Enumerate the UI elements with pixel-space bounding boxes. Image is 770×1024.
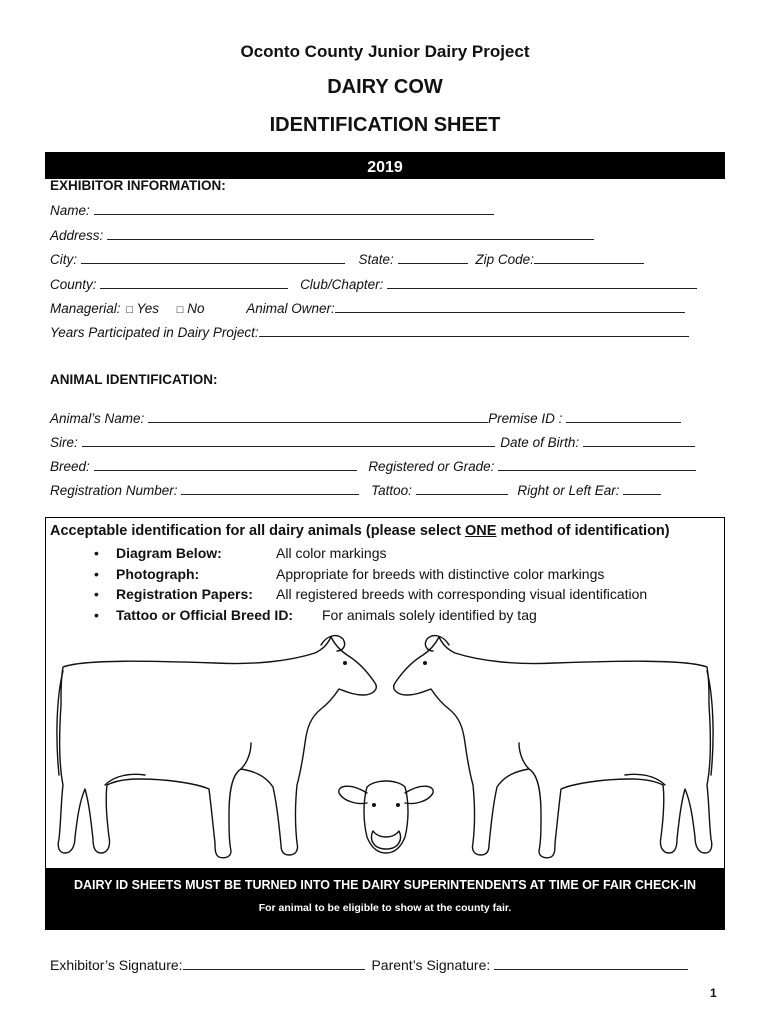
exhibitor-signature-field[interactable] xyxy=(183,957,365,970)
breed-field[interactable] xyxy=(94,458,357,471)
county-label: County: xyxy=(50,277,97,292)
animal-name-field[interactable] xyxy=(148,410,488,423)
yes-checkbox[interactable]: □ xyxy=(126,304,133,316)
address-field[interactable] xyxy=(107,227,594,240)
club-label: Club/Chapter: xyxy=(300,277,384,292)
id-method-desc: For animals solely identified by tag xyxy=(322,607,537,623)
tattoo-label: Tattoo: xyxy=(371,483,412,498)
cow-diagram[interactable] xyxy=(45,625,725,870)
id-method-desc: All registered breeds with corresponding visual identification xyxy=(276,586,648,602)
premise-label: Premise ID : xyxy=(488,411,563,426)
id-method-label: Tattoo or Official Breed ID: xyxy=(116,607,294,623)
id-title-pre: Acceptable identification for all dairy animals (please select xyxy=(50,523,466,539)
animal-name-label: Animal’s Name: xyxy=(50,411,145,426)
notice-banner xyxy=(45,868,725,930)
ear-label: Right or Left Ear: xyxy=(517,483,620,498)
id-method-label: Diagram Below: xyxy=(116,545,222,561)
no-checkbox[interactable]: □ xyxy=(176,304,184,316)
reg-grade-label: Registered or Grade: xyxy=(368,459,495,474)
page-number: 1 xyxy=(710,986,717,1000)
county-row xyxy=(50,276,697,292)
ear-field[interactable] xyxy=(623,482,661,495)
dob-label: Date of Birth: xyxy=(500,435,580,450)
notice-text: DAIRY ID SHEETS MUST BE TURNED INTO THE DAIRY SUPERINTENDENTS AT TIME OF FAIR CHECK-IN xyxy=(73,878,697,892)
parent-signature-field[interactable] xyxy=(494,957,688,970)
reg-num-field[interactable] xyxy=(181,482,359,495)
zip-field[interactable] xyxy=(534,251,644,264)
id-method-desc: Appropriate for breeds with distinctive color markings xyxy=(276,566,605,582)
parent-signature-label: Parent’s Signature: xyxy=(371,957,491,973)
exhibitor-heading: EXHIBITOR INFORMATION: xyxy=(50,178,226,193)
name-label: Name: xyxy=(50,203,90,218)
years-field[interactable] xyxy=(259,324,689,337)
club-field[interactable] xyxy=(387,276,697,289)
id-method-item xyxy=(94,545,714,565)
id-method-label: Registration Papers: xyxy=(116,586,253,602)
tattoo-field[interactable] xyxy=(416,482,508,495)
notice-subtext: For animal to be eligible to show at the county fair. xyxy=(258,902,512,914)
managerial-row xyxy=(50,300,685,316)
owner-label: Animal Owner: xyxy=(246,301,335,316)
breed-row xyxy=(50,458,696,474)
reg-grade-field[interactable] xyxy=(498,458,696,471)
form-subtitle: IDENTIFICATION SHEET xyxy=(269,114,501,136)
bullet-icon: • xyxy=(94,607,99,623)
dob-field[interactable] xyxy=(583,434,695,447)
id-method-item xyxy=(94,586,714,606)
reg-num-label: Registration Number: xyxy=(50,483,178,498)
form-title: DAIRY COW xyxy=(327,76,443,98)
bullet-icon: • xyxy=(94,566,99,582)
signature-row xyxy=(50,957,688,973)
sire-row xyxy=(50,434,695,450)
right-cow-outline xyxy=(394,636,713,858)
address-row xyxy=(50,227,594,243)
animal-name-row xyxy=(50,410,681,426)
address-label: Address: xyxy=(50,228,104,243)
id-method-label: Photograph: xyxy=(116,566,200,582)
id-method-item xyxy=(94,607,714,627)
organization-title: Oconto County Junior Dairy Project xyxy=(240,42,530,61)
animal-heading: ANIMAL IDENTIFICATION: xyxy=(50,372,218,387)
county-field[interactable] xyxy=(100,276,288,289)
year-banner xyxy=(45,152,725,179)
sire-field[interactable] xyxy=(82,434,495,447)
year-label: 2019 xyxy=(367,159,403,176)
state-field[interactable] xyxy=(398,251,468,264)
sire-label: Sire: xyxy=(50,435,78,450)
managerial-label: Managerial: xyxy=(50,301,121,316)
owner-field[interactable] xyxy=(335,300,685,313)
cow-face-outline xyxy=(339,781,433,853)
zip-label: Zip Code: xyxy=(475,252,534,267)
years-label: Years Participated in Dairy Project: xyxy=(50,325,259,340)
city-field[interactable] xyxy=(81,251,345,264)
id-method-desc: All color markings xyxy=(276,545,387,561)
left-cow-outline xyxy=(57,636,376,858)
bullet-icon: • xyxy=(94,586,99,602)
id-title-one: ONE xyxy=(465,523,497,539)
breed-label: Breed: xyxy=(50,459,90,474)
no-label: No xyxy=(187,301,205,316)
registration-row xyxy=(50,482,661,498)
exhibitor-signature-label: Exhibitor’s Signature: xyxy=(50,957,183,973)
name-row xyxy=(50,202,494,218)
years-row xyxy=(50,324,689,340)
city-row xyxy=(50,251,644,267)
premise-field[interactable] xyxy=(566,410,681,423)
bullet-icon: • xyxy=(94,545,99,561)
id-methods-title xyxy=(50,523,670,539)
yes-label: Yes xyxy=(136,301,160,316)
state-label: State: xyxy=(358,252,394,267)
city-label: City: xyxy=(50,252,77,267)
id-method-item xyxy=(94,566,714,586)
id-title-post: method of identification) xyxy=(496,523,670,539)
name-field[interactable] xyxy=(94,202,494,215)
